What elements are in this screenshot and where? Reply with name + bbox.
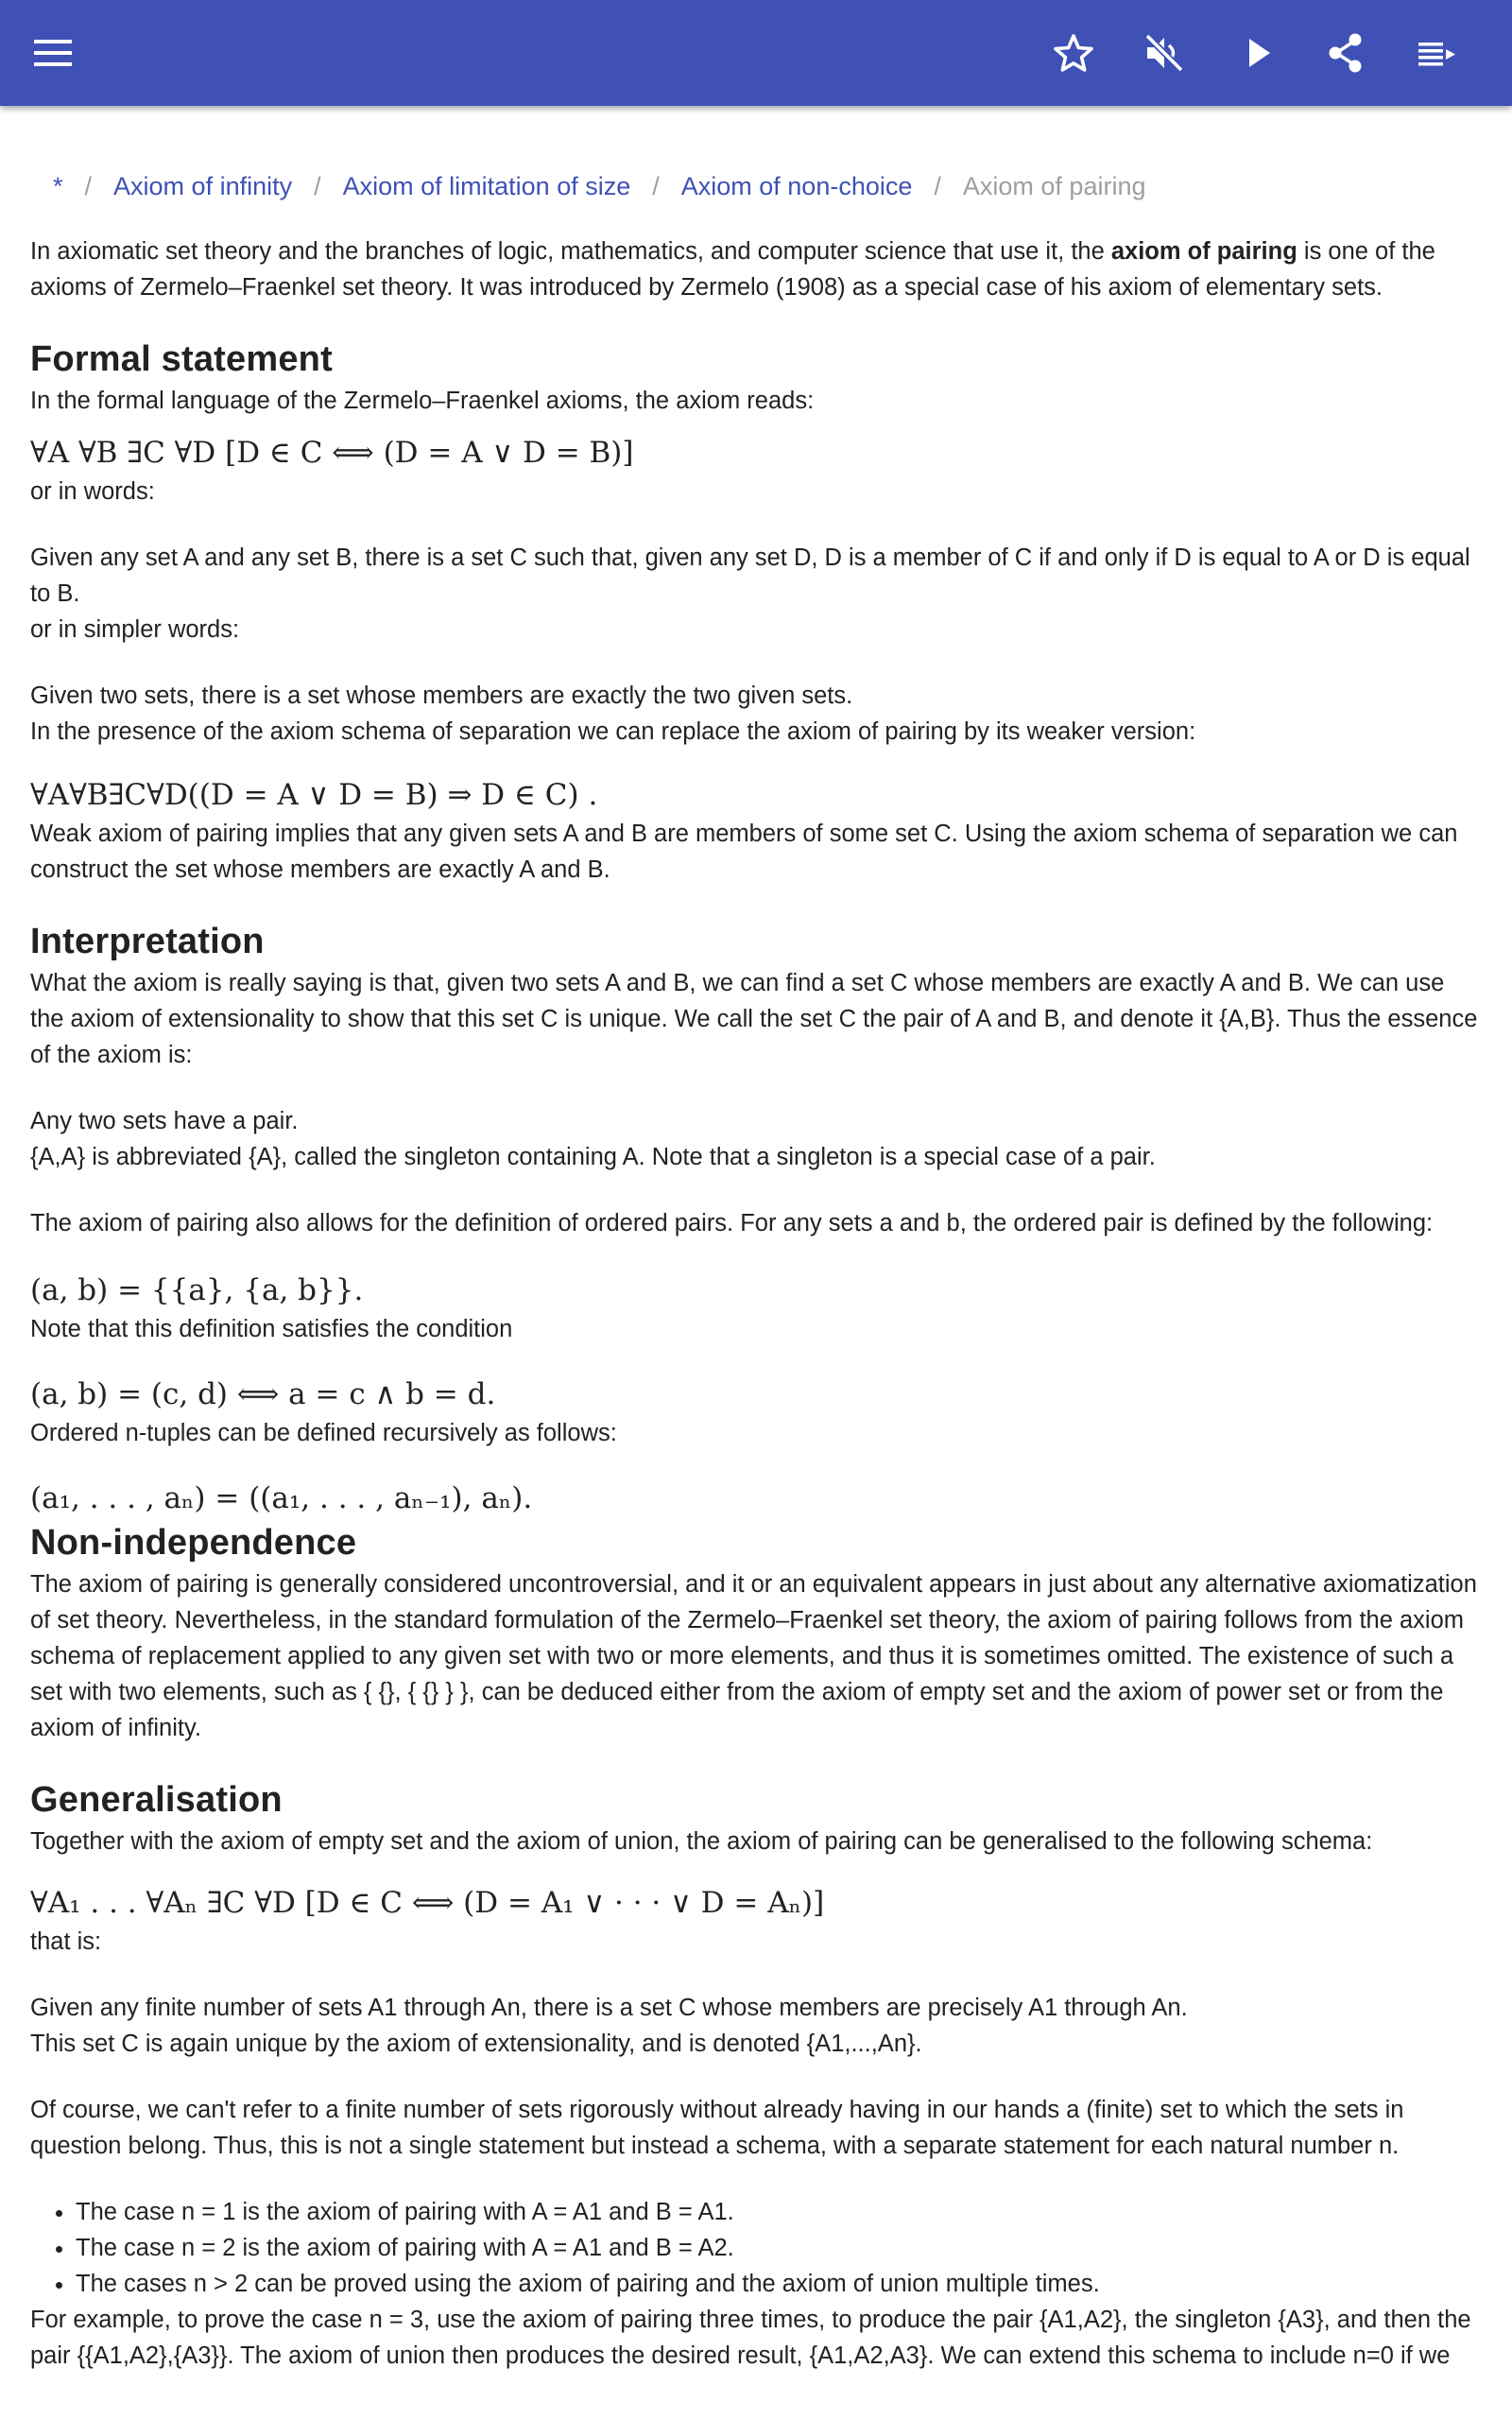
paragraph: that is: [30, 1928, 102, 1955]
list-item: • The cases n > 2 can be proved using the axiom of pairing and the axiom of union multiple times. [76, 2266, 1482, 2302]
breadcrumb-home[interactable]: * [53, 172, 63, 200]
breadcrumb-link[interactable]: Axiom of limitation of size [342, 172, 631, 200]
list-item: • The case n = 1 is the axiom of pairing with A = A1 and B = A1. [76, 2194, 1482, 2230]
section-heading: Interpretation [30, 922, 265, 961]
formula: (a, b) = (c, d) ⟺ a = c ∧ b = d. [30, 1377, 496, 1411]
app-bar [0, 0, 1512, 106]
breadcrumb-current: Axiom of pairing [962, 172, 1146, 200]
paragraph: Any two sets have a pair. [30, 1108, 299, 1134]
paragraph: Given any set A and any set B, there is a set C such that, given any set D, D is a member of C if and only if D is equal to A or D is equal to B. [30, 544, 1470, 607]
intro-paragraph: In axiomatic set theory and the branches of logic, mathematics, and computer science that use it, the axiom of pairing is one of the axioms of Zermelo–Fraenkel set theory. It was introduced by Zermelo (1908) as a special case of his axiom of elementary sets. [30, 238, 1435, 301]
paragraph: The axiom of pairing is generally considered uncontroversial, and it or an equivalent appears in just about any alternative axiomatization of set theory. Nevertheless, in the standard formulation of the Zermelo–Fraenkel set theory, the axiom of pairing follows from the axiom schema of replacement applied to any given set with two or more elements, and thus it is sometimes omitted. The existence of such a set with two elements, such as { {}, { {} } }, can be deduced either from the axiom of empty set and the axiom of power set or from the axiom of infinity. [30, 1571, 1477, 1741]
paragraph: Of course, we can't refer to a finite number of sets rigorously without already having in our hands a (finite) set to which the sets in question belong. Thus, this is not a single statement but instead a schema, with a separate statement for each natural number n. [30, 2097, 1404, 2159]
paragraph: The axiom of pairing also allows for the definition of ordered pairs. For any sets a and b, the ordered pair is defined by the following: [30, 1210, 1434, 1236]
paragraph: Weak axiom of pairing implies that any given sets A and B are members of some set C. Using the axiom schema of separation we can construct the set whose members are exactly A and B. [30, 821, 1458, 883]
breadcrumb-link[interactable]: Axiom of non-choice [680, 172, 913, 200]
breadcrumb: * / Axiom of infinity / Axiom of limitation of size / Axiom of non-choice / Axiom of pairing [53, 172, 1146, 200]
volume-off-icon[interactable] [1136, 25, 1193, 81]
paragraph: {A,A} is abbreviated {A}, called the singleton containing A. Note that a singleton is a special case of a pair. [30, 1144, 1156, 1170]
case-list [30, 2194, 1482, 2302]
section-heading: Generalisation [30, 1780, 283, 1820]
play-icon[interactable] [1228, 25, 1285, 81]
breadcrumb-link[interactable]: Axiom of infinity [113, 172, 293, 200]
star-icon[interactable] [1045, 25, 1102, 81]
formula: ∀A ∀B ∃C ∀D [D ∈ C ⟺ (D = A ∨ D = B)] [30, 436, 634, 470]
formula: ∀A∀B∃C∀D((D = A ∨ D = B) ⇒ D ∈ C) . [30, 778, 598, 812]
menu-icon[interactable] [25, 25, 81, 81]
section-heading: Non-independence [30, 1523, 357, 1563]
list-item: • The case n = 2 is the axiom of pairing with A = A1 and B = A2. [76, 2230, 1482, 2266]
formula: (a₁, . . . , aₙ) = ((a₁, . . . , aₙ₋₁), aₙ). [30, 1481, 533, 1515]
paragraph: Ordered n-tuples can be defined recursively as follows: [30, 1420, 617, 1446]
paragraph: What the axiom is really saying is that, given two sets A and B, we can find a set C whose members are exactly A and B. We can use the axiom of extensionality to show that this set C is unique. We call the set C the pair of A and B, and denote it {A,B}. Thus the essence of the axiom is: [30, 970, 1478, 1068]
paragraph: Together with the axiom of empty set and the axiom of union, the axiom of pairing can be generalised to the following schema: [30, 1828, 1373, 1855]
paragraph: In the presence of the axiom schema of separation we can replace the axiom of pairing by its weaker version: [30, 718, 1196, 745]
formula: ∀A₁ . . . ∀Aₙ ∃C ∀D [D ∈ C ⟺ (D = A₁ ∨ · · · ∨ D = Aₙ)] [30, 1886, 825, 1920]
paragraph: Note that this definition satisfies the condition [30, 1316, 513, 1342]
bold-term: axiom of pairing [1110, 238, 1297, 265]
formula: (a, b) = {{a}, {a, b}}. [30, 1273, 364, 1307]
paragraph: In the formal language of the Zermelo–Fraenkel axioms, the axiom reads: [30, 388, 815, 414]
section-heading: Formal statement [30, 339, 333, 379]
article-content [30, 168, 1482, 2374]
paragraph: or in simpler words: [30, 616, 240, 643]
paragraph: or in words: [30, 478, 155, 505]
paragraph: This set C is again unique by the axiom of extensionality, and is denoted {A1,...,An}. [30, 2031, 922, 2057]
paragraph: Given any finite number of sets A1 through An, there is a set C whose members are precisely A1 through An. [30, 1995, 1188, 2021]
paragraph: Given two sets, there is a set whose members are exactly the two given sets. [30, 683, 853, 709]
playlist-icon[interactable] [1408, 25, 1465, 81]
share-icon[interactable] [1317, 25, 1374, 81]
paragraph: For example, to prove the case n = 3, use the axiom of pairing three times, to produce the pair {A1,A2}, the singleton {A3}, and then the pair {{A1,A2},{A3}}. The axiom of union then produces the desired result, {A1,A2,A3}. We can extend this schema to include n=0 if we [30, 2307, 1471, 2369]
